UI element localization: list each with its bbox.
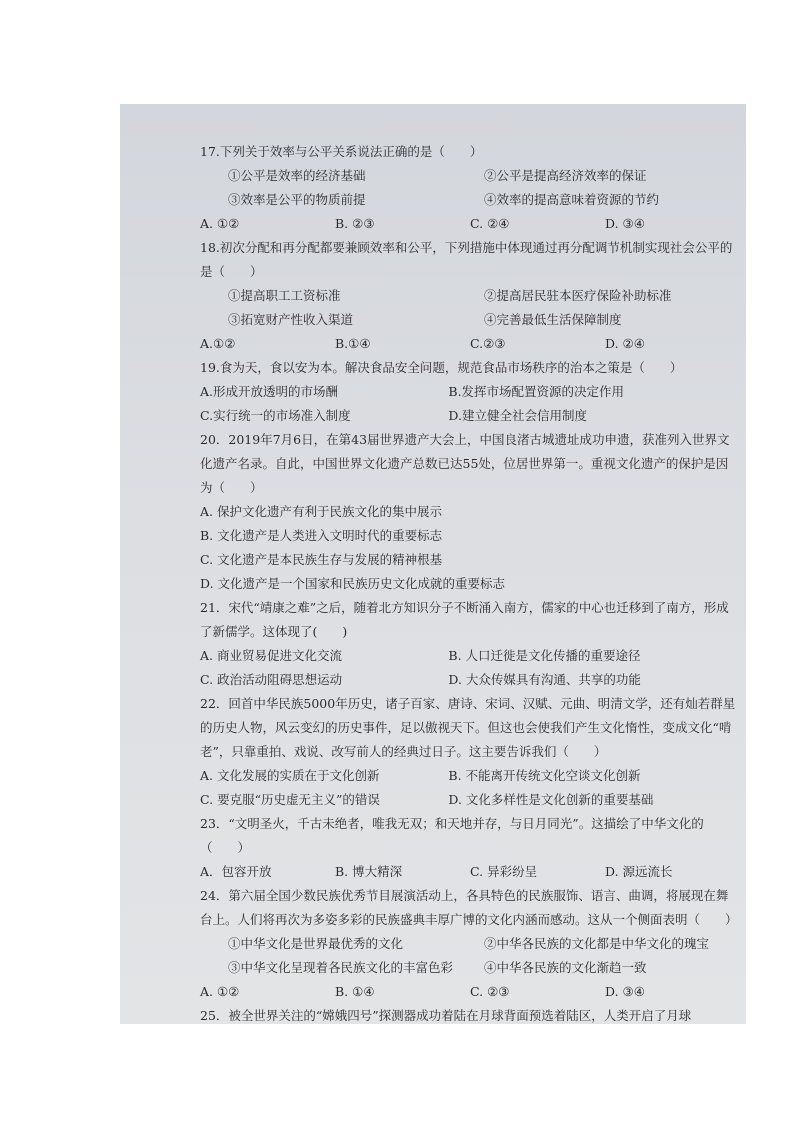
option-a: A. ①② (200, 216, 240, 231)
option-row (200, 404, 740, 428)
option-c: C.实行统一的市场准入制度 (200, 408, 351, 423)
question-25 (200, 1004, 740, 1024)
option-c: C. 异彩纷呈 (470, 864, 538, 879)
question-stem: 18.初次分配和再分配都要兼顾效率和公平，下列措施中体现通过再分配调节机制实现社会公平的是（ ） (200, 240, 733, 279)
option-b: B.发挥市场配置资源的决定作用 (448, 384, 625, 399)
option-b: B. 博大精深 (335, 864, 403, 879)
option-c: C.②③ (470, 336, 506, 351)
question-stem: 24．第六届全国少数民族优秀节目展演活动上，各具特色的民族服饰、语言、曲调，将展现在舞台上。人们将再次为多姿多彩的民族盛典丰厚广博的文化内涵而感动。这从一个侧面表明（ ） (200, 888, 738, 927)
statement: ④完善最低生活保障制度 (484, 312, 622, 327)
question-stem: 17.下列关于效率与公平关系说法正确的是（ ） (200, 144, 483, 159)
option-c: C. ②④ (470, 216, 510, 231)
statement-row (200, 188, 740, 212)
question-17 (200, 140, 740, 236)
option-d: D. ②④ (605, 336, 645, 351)
option-a: A. 文化发展的实质在于文化创新 (200, 768, 380, 783)
option-c: C. ②③ (470, 984, 510, 999)
statement: ③拓宽财产性收入渠道 (228, 312, 354, 327)
option-a: A. 商业贸易促进文化交流 (200, 648, 342, 663)
option-d: D. 文化遗产是一个国家和民族历史文化成就的重要标志 (200, 576, 506, 591)
question-23 (200, 812, 740, 884)
question-21 (200, 596, 740, 692)
option-row (200, 980, 740, 1004)
question-stem: 20．2019年7月6日，在第43届世界遗产大会上，中国良渚古城遗址成功申遗，获准列入世界文化遗产名录。自此，中国世界文化遗产总数已达55处，位居世界第一。重视文化遗产的保护是因为（ ） (200, 432, 730, 495)
question-stem: 21．宋代“靖康之难”之后，随着北方知识分子不断涌入南方，儒家的中心也迁移到了南方，形成了新儒学。这体现了( ) (200, 600, 729, 639)
option-d: D. ③④ (605, 216, 645, 231)
question-18 (200, 236, 740, 356)
option-row (200, 644, 740, 668)
option-c: C. 要克服“历史虚无主义”的错误 (200, 792, 380, 807)
option-b: B. 人口迁徙是文化传播的重要途径 (448, 648, 641, 663)
question-19 (200, 356, 740, 428)
option-d: D. ③④ (605, 984, 645, 999)
question-22 (200, 692, 740, 812)
option-row (200, 860, 740, 884)
option-b: B. ①④ (335, 984, 375, 999)
question-24 (200, 884, 740, 1004)
option-a: A.①② (200, 336, 236, 351)
scanned-page-photo (120, 104, 746, 1024)
option-b: B. ②③ (335, 216, 375, 231)
option-b: B. 不能离开传统文化空谈文化创新 (448, 768, 641, 783)
statement: ③效率是公平的物质前提 (228, 192, 366, 207)
option-d: D. 大众传媒具有沟通、共享的功能 (448, 672, 641, 687)
option-b: B.①④ (335, 336, 371, 351)
option-d: D.建立健全社会信用制度 (448, 408, 587, 423)
option-row (200, 500, 740, 524)
question-stem: 22．回首中华民族5000年历史，诸子百家、唐诗、宋词、汉赋、元曲、明清文学，还有灿若群星的历史人物，风云变幻的历史事件，足以傲视天下。但这也会使我们产生文化惰性，变成文化“啃老”，只靠重拍、戏说、改写前人的经典过日子。这主要告诉我们（ ） (200, 696, 736, 759)
statement: ④中华各民族的文化渐趋一致 (484, 960, 647, 975)
statement: ②中华各民族的文化都是中华文化的瑰宝 (484, 936, 710, 951)
question-stem: 25．被全世界关注的“嫦娥四号”探测器成功着陆在月球背面预选着陆区，人类开启了月球 (200, 1008, 692, 1023)
option-a: A．包容开放 (200, 864, 272, 879)
statement: ①提高职工工资标准 (228, 288, 341, 303)
option-row (200, 548, 740, 572)
option-row (200, 212, 740, 236)
statement-row (200, 308, 740, 332)
statement: ③中华文化呈现着各民族文化的丰富色彩 (228, 960, 454, 975)
statement-row (200, 956, 740, 980)
statement-row (200, 164, 740, 188)
option-d: D. 文化多样性是文化创新的重要基础 (448, 792, 654, 807)
option-c: C. 政治活动阻碍思想运动 (200, 672, 343, 687)
statement: ②公平是提高经济效率的保证 (484, 168, 647, 183)
option-a: A. 保护文化遗产有利于民族文化的集中展示 (200, 504, 442, 519)
statement: ①公平是效率的经济基础 (228, 168, 366, 183)
option-row (200, 788, 740, 812)
question-stem: 19.食为天，食以安为本。解决食品安全问题，规范食品市场秩序的治本之策是（ ） (200, 360, 683, 375)
statement: ①中华文化是世界最优秀的文化 (228, 936, 404, 951)
statement-row (200, 932, 740, 956)
question-stem: 23．“文明圣火，千古未绝者，唯我无双；和天地并存，与日月同光”。这描绘了中华文化的（ ） (200, 816, 704, 855)
option-c: C. 文化遗产是本民族生存与发展的精神根基 (200, 552, 443, 567)
option-d: D. 源远流长 (605, 864, 673, 879)
question-20 (200, 428, 740, 596)
statement: ②提高居民驻本医疗保险补助标准 (484, 288, 672, 303)
exam-content (200, 140, 740, 1024)
option-a: A.形成开放透明的市场酬 (200, 384, 339, 399)
option-row (200, 332, 740, 356)
option-row (200, 380, 740, 404)
option-row (200, 572, 740, 596)
statement: ④效率的提高意味着资源的节约 (484, 192, 660, 207)
statement-row (200, 284, 740, 308)
option-a: A. ①② (200, 984, 240, 999)
option-row (200, 668, 740, 692)
option-b: B. 文化遗产是人类进入文明时代的重要标志 (200, 528, 443, 543)
option-row (200, 524, 740, 548)
option-row (200, 764, 740, 788)
